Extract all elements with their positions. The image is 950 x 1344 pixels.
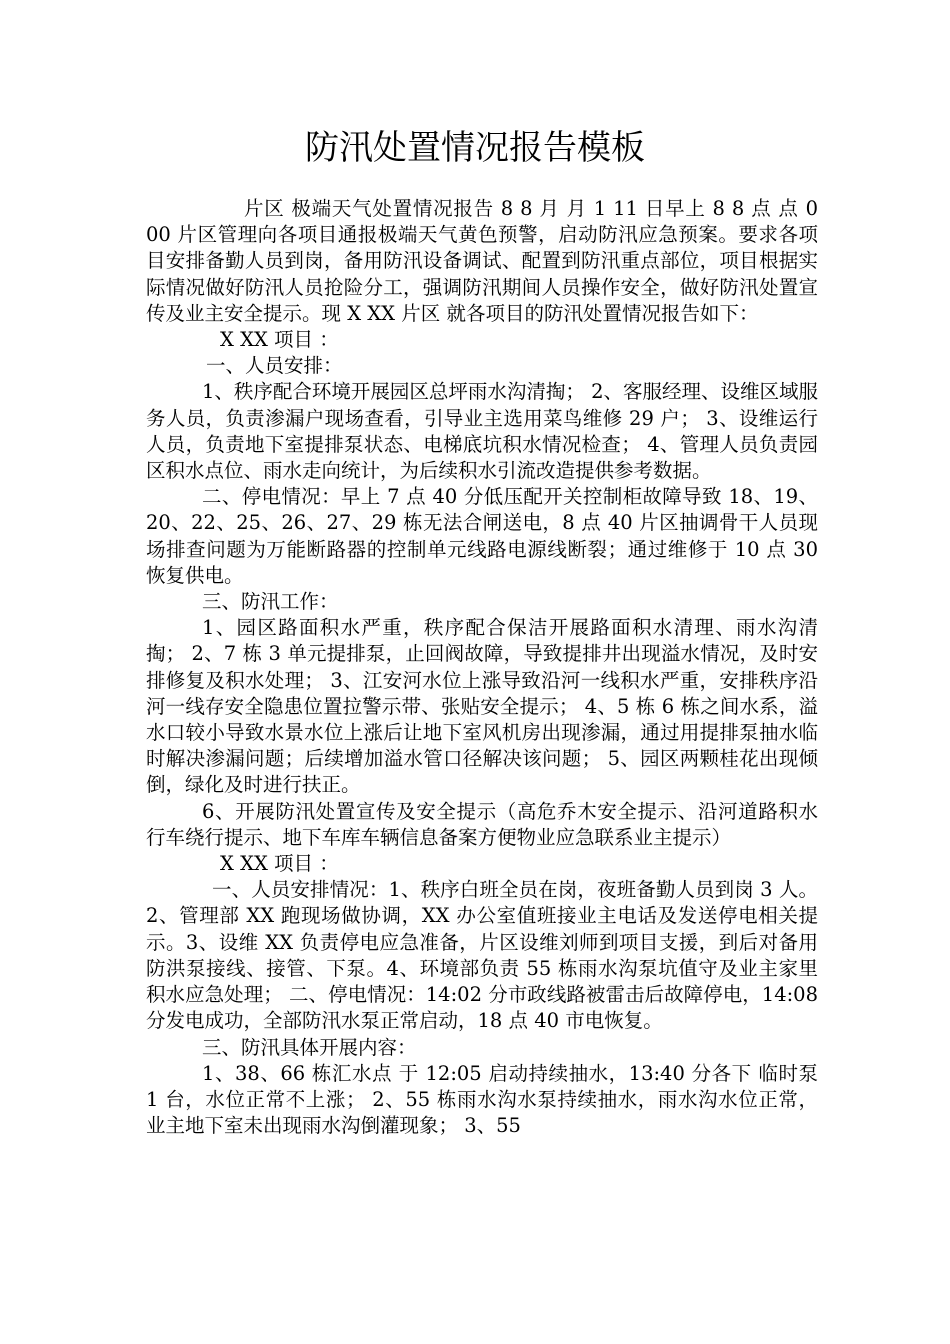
safety-notice-paragraph: 6、开展防汛处置宣传及安全提示（高危乔木安全提示、沿河道路积水行车绕行提示、地下车库车辆信息备案方便物业应急联系业主提示）	[146, 799, 818, 849]
project-heading-2: X XX 项目 ：	[220, 852, 339, 876]
document-body	[146, 196, 818, 1139]
intro-paragraph: 片区 极端天气处置情况报告 8 8 月 月 1 11 日早上 8 8 点 点 0 00 片区管理向各项目通报极端天气黄色预警，启动防汛应急预案。要求各项目安排备勤人员到岗，备用防汛设备调试、配置到防汛重点部位，项目根据实际情况做好防汛人员抢险分工，强调防汛期间人员操作安全，做好防汛处置宣传及业主安全提示。现 X XX 片区 就各项目的防汛处置情况报告如下：	[146, 197, 818, 325]
section-heading-flood-work: 三、防汛工作：	[202, 590, 339, 614]
staffing-paragraph: 1、秩序配合环境开展园区总坪雨水沟清掏； 2、客服经理、设维区域服务人员，负责渗漏户现场查看，引导业主选用菜鸟维修 29 户； 3、设维运行人员，负责地下室提排泵状态、电梯底坑积水情况检查； 4、管理人员负责园区积水点位、雨水走向统计，为后续积水引流改造提供参考数据。	[146, 380, 819, 483]
flood-work-paragraph: 1、园区路面积水严重，秩序配合保洁开展路面积水清理、雨水沟清掏； 2、7 栋 3 单元提排泵，止回阀故障，导致提排井出现溢水情况，及时安排修复及积水处理； 3、江安河水位上涨导致沿河一线积水严重，安排秩序沿河一线存安全隐患位置拉警示带、张贴安全提示； 4、5 栋 6 栋之间水系，溢水口较小导致水景水位上涨后让地下室风机房出现渗漏，通过用提排泵抽水临时解决渗漏问题；后续增加溢水管口径解决该问题； 5、园区两颗桂花出现倾倒，绿化及时进行扶正。	[146, 616, 818, 797]
section-heading-staffing: 一、人员安排：	[206, 354, 343, 378]
staffing-details-paragraph: 一、人员安排情况：1、秩序白班全员在岗，夜班备勤人员到岗 3 人。2、管理部 XX 跑现场做协调，XX 办公室值班接业主电话及发送停电相关提示。3、设维 XX 负责停电应急准备，片区设维刘师到项目支援，到后对备用防洪泵接线、接管、下泵。4、环境部负责 55 栋雨水沟泵坑值守及业主家里积水应急处理； 二、停电情况：14:02 分市政线路被雷击后故障停电，14:08 分发电成功，全部防汛水泵正常启动，18 点 40 市电恢复。	[146, 878, 818, 1033]
document-title: 防汛处置情况报告模板	[305, 128, 645, 168]
project-heading-1: X XX 项目 ：	[220, 328, 339, 352]
flood-details-paragraph: 1、38、66 栋汇水点 于 12:05 启动持续抽水，13:40 分各下 临时泵 1 台，水位正常不上涨； 2、55 栋雨水沟水泵持续抽水，雨水沟水位正常，业主地下室未出现雨水沟倒灌现象； 3、55	[146, 1061, 818, 1138]
power-outage-paragraph: 二、停电情况：早上 7 点 40 分低压配开关控制柜故障导致 18、19、20、22、25、26、27、29 栋无法合闸送电，8 点 40 片区抽调骨干人员现场排查问题为万能断路器的控制单元线路电源线断裂；通过维修于 10 点 30 恢复供电。	[146, 485, 818, 587]
section-heading-flood-details: 三、防汛具体开展内容：	[202, 1035, 417, 1059]
